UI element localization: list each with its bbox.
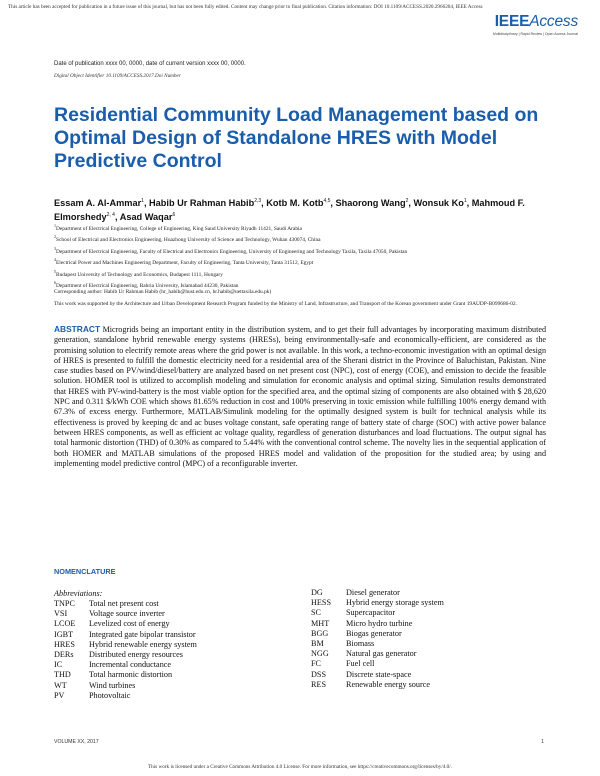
author-name: Shaorong Wang [335,198,406,209]
affiliation-text: Electrical Power and Machines Engineering Department, Faculty of Engineering, Tanta University, Tanta 31512, Egypt [56,259,314,266]
corresponding-author: Corresponding author: Habib Ur Rahman Habib (hr_habib@hust.edu.cn, hr.habib@uettaxila.edu.pk) [54,289,272,295]
author-name: Wonsuk Ko [413,198,464,209]
abbreviation: DSS [311,669,327,679]
author-affiliation-marker: 1 [141,198,144,204]
author-name: Essam A. Al-Ammar [54,198,142,209]
abbreviation-definition: Integrated gate bipolar transistor [89,629,196,639]
affiliation-item [54,268,544,279]
affiliation-number: 5 [54,268,56,274]
abbreviation-definition: Total net present cost [89,599,159,608]
nomenclature-row [311,659,444,669]
abbreviation-definition: Wind turbines [89,680,136,690]
abbreviation: WT [54,680,67,690]
affiliation-text: Budapest University of Technology and Economics, Budapest 1111, Hungary [56,271,223,278]
publication-date: Date of publication xxxx 00, 0000, date of current version xxxx 00, 0000. [54,61,246,67]
nomenclature-row [311,588,444,598]
abbreviation-definition: Total harmonic distortion [89,670,173,680]
nomenclature-row [54,609,197,619]
ieee-access-logo [493,13,578,36]
header-citation-note: This article has been accepted for publication in a future issue of this journal, but has not been fully edited. Content may change prior to final publication. Citation information: DOI 10.1109/ACCESS.2020.2966204, IEEE Access [8,4,483,10]
author-affiliation-marker: 4,5 [323,198,331,204]
affiliation-text: School of Electrical and Electronics Engineering, Huazhong University of Science and Technology, Wuhan 430074, China [56,237,321,244]
nomenclature-row [311,619,444,629]
doi-line: Digital Object Identifier 10.1109/ACCESS.2017.Doi Number [54,73,181,79]
funding-statement: This work was supported by the Architecture and Urban Development Research Program funded by the Ministry of Land, Infrastructure, and Transport of the Korean government under Grant 19AUDP-B099686-02. [54,301,517,307]
nomenclature-heading: NOMENCLATURE [54,567,116,576]
nomenclature-row [54,630,197,640]
nomenclature-row [54,660,197,670]
author-affiliation-marker: 2,3 [254,198,262,204]
nomenclature-row [54,670,197,680]
abbreviation: RES [311,679,327,689]
abbreviation: TNPC [54,599,75,608]
abbreviation: DERs [54,650,74,660]
affiliation-number: 2 [54,234,56,240]
nomenclature-row [311,629,444,639]
abbreviation-definition: Levelized cost of energy [89,619,170,629]
affiliation-number: 3 [54,245,56,251]
author-affiliation-marker: 1 [463,198,467,204]
logo-accent-text: Access [529,13,578,30]
nomenclature-row [54,650,197,660]
abstract-text: Microgrids being an important entity in the distribution system, and to get their full advantages by incorporating maximum distributed generation, standalone hybrid renewable energy systems (HRESs), being environmentally-safe and economically-efficient, are considered as the promising solution to electrify remote areas where the grid power is not available. In this work, a techno-economic investigation with an optimal design of HRES is presented to fulfill the domestic electricity need for a residential area of the Sherani district in the Province of Baluchistan, Pakistan. Nine case studies based on PV/wind/diesel/battery are analyzed based on net present cost (NPC), cost of energy (COE), and emission to decide the feasible solution. HOMER tool is utilized to accomplish modeling and simulation for economic analysis and optimal sizing. Simulation results demonstrated that HRES with PV-wind-battery is the most viable option for the specified area, and the optimal sizing of components are also obtained with $ 28,620 NPC and 0.311 $/kWh COE which shows 81.65% reduction in cost and 100% preserving in toxic emission while fulfilling 100% energy demand with 67.3% of excess energy. Furthermore, MATLAB/Simulink modeling for the optimally designed system is built for technical analysis while its effectiveness is proved by keeping dc and ac buses voltage constant, safe operating range of battery state of charge (SOC) with active power balance between HRES components, as well as efficient ac voltage quality, regardless of generation disturbances and load fluctuations. The output signal has total harmonic distortion (THD) of 0.30% as compared to 5.44% with the conventional control scheme. The novelty lies in the sequential application of both HOMER and MATLAB simulations of the proposed HRES model and validation of the proposition for the studied area; by using and implementing model predictive control (MPC) of a reconfigurable inverter. [54,325,546,468]
abbreviation-definition: Discrete state-space [346,669,412,679]
author-affiliation-marker: 2 [405,198,409,204]
author-separator: , [466,198,472,209]
nomenclature-row [311,608,444,618]
abbreviation: LCOE [54,619,76,629]
author-separator: , [114,212,120,223]
abbreviation-definition: Biogas generator [346,628,402,638]
affiliation-number: 6 [54,279,56,285]
abbreviation: BGG [311,628,329,638]
abbreviation: PV [54,690,65,700]
abbreviation: HESS [311,598,332,608]
abbreviation-definition: Micro hydro turbine [346,618,413,628]
abbreviation-definition: Hybrid renewable energy system [89,639,197,649]
affiliation-number: 4 [54,257,56,263]
abstract-label: ABSTRACT [54,324,101,334]
abbreviations-label: Abbreviations: [54,589,103,598]
footer-volume: VOLUME XX, 2017 [54,739,99,745]
abbreviation-definition: Natural gas generator [346,649,417,659]
author-name: Habib Ur Rahman Habib [149,198,255,209]
abbreviation: MHT [311,618,330,628]
affiliation-text: Department of Electrical Engineering, College of Engineering, King Saud University Riyadh 11421, Saudi Arabia [56,225,302,232]
abbreviation-definition: Incremental conductance [89,660,172,670]
abbreviation-definition: Biomass [346,639,375,649]
nomenclature-row [311,680,444,690]
abbreviation: SC [311,608,322,618]
affiliation-text: Department of Electrical Engineering, Faculty of Electrical and Electronics Engineering, University of Engineering and Technology Taxila, Taxila 47050, Pakistan [56,248,408,255]
affiliation-list [54,222,544,290]
nomenclature-row [54,619,197,629]
abbreviation-definition: Renewable energy source [346,679,430,689]
paper-title: Residential Community Load Management based on Optimal Design of Standalone HRES with Model Predictive Control [54,104,539,172]
nomenclature-row [54,599,197,609]
nomenclature-row [311,598,444,608]
author-separator: , [143,198,150,209]
page-number: 1 [541,739,544,745]
author-name: Asad Waqar [119,212,173,223]
abstract [54,324,546,469]
abbreviation-definition: Hybrid energy storage system [346,598,444,608]
abbreviation: BM [311,639,324,649]
affiliation-number: 1 [54,223,56,228]
affiliation-item [54,222,544,233]
abbreviation: THD [54,670,71,680]
abbreviation: HRES [54,639,75,649]
author-separator: , [330,198,336,209]
author-list [54,195,544,223]
abbreviation: DG [311,588,323,597]
abbreviation: IC [54,660,63,670]
abbreviation: IGBT [54,629,74,639]
nomenclature-right-list [311,588,444,690]
abbreviation-definition: Diesel generator [346,588,400,597]
author-affiliation-marker: 6 [172,212,176,219]
abbreviation-definition: Fuel cell [346,659,375,669]
nomenclature-row [54,691,197,701]
logo-tagline: Multidisciplinary | Rapid Review | Open Access Journal [492,32,578,36]
nomenclature-row [311,639,444,649]
author-separator: , [408,198,414,209]
nomenclature-row [54,681,197,691]
abbreviation-definition: Supercapacitor [346,608,396,618]
nomenclature-row [311,649,444,659]
abbreviation-definition: Photovoltaic [89,690,131,700]
affiliation-item [54,233,544,244]
nomenclature-row [311,670,444,680]
abbreviation: VSI [54,609,68,619]
nomenclature-row [54,640,197,650]
author-name: Kotb M. Kotb [266,198,324,209]
author-separator: , [261,198,267,209]
license-note: This work is licensed under a Creative Commons Attribution 4.0 License. For more information, see https://creativecommons.org/licenses/by/4.0/. [147,764,453,770]
affiliation-text: Department of Electrical Engineering, Bahria University, Islamabad 44230, Pakistan [56,282,239,289]
affiliation-item [54,245,544,256]
author-name: Mahmoud F. Elmorshedy [54,198,525,223]
logo-main-text: IEEE [494,13,530,30]
abbreviation: FC [311,659,322,669]
affiliation-item [54,256,544,267]
abbreviation-definition: Distributed energy resources [89,650,183,660]
abbreviation-definition: Voltage source inverter [89,609,165,619]
author-affiliation-marker: 2, 4 [106,212,115,219]
nomenclature-left-list [54,599,197,701]
abbreviation: NGG [311,649,329,659]
